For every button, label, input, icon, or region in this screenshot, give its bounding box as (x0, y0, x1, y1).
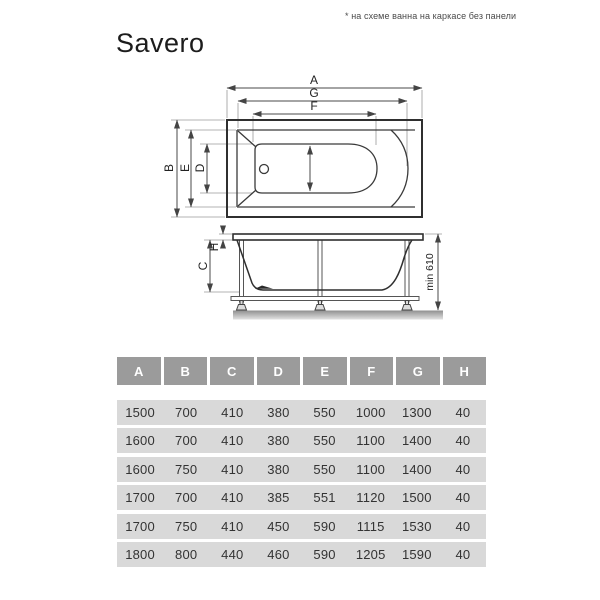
table-cell: 800 (175, 546, 198, 562)
table-cell: 1120 (356, 490, 386, 506)
dim-label-b: B (162, 163, 176, 173)
tub-profile (237, 240, 412, 290)
floor (233, 311, 443, 320)
table-cell: 551 (313, 490, 336, 506)
column-header-c: C (210, 357, 254, 385)
table-cell: 410 (221, 433, 244, 449)
table-cell: 1700 (125, 518, 155, 534)
table-cell: 1700 (125, 490, 155, 506)
table-cell: 590 (313, 518, 336, 534)
tub-outer-edge (227, 120, 422, 217)
column-header-a: A (117, 357, 161, 385)
table-cell: 1400 (401, 461, 432, 477)
drain-outlet (255, 286, 273, 289)
column-header-d: D (257, 357, 301, 385)
product-title: Savero (116, 28, 205, 58)
table-cell: 1590 (401, 546, 432, 562)
dim-label-g: G (309, 86, 319, 100)
table-cell: 1600 (125, 433, 155, 449)
table-cell: 1500 (125, 405, 155, 420)
table-cell: 590 (313, 546, 336, 562)
table-cell: 1500 (401, 490, 432, 506)
column-header-g: G (396, 357, 440, 385)
table-cell: 380 (267, 433, 290, 449)
table-cell: 40 (455, 405, 471, 420)
table-cell: 40 (455, 433, 471, 449)
table-cell: 750 (175, 518, 198, 534)
table-row (117, 485, 486, 510)
table-cell: 410 (221, 518, 244, 534)
table-cell: 550 (313, 433, 336, 449)
table-cell: 1300 (401, 405, 432, 420)
table-row (117, 457, 486, 482)
table-cell: 1115 (356, 518, 385, 534)
column-header-e: E (303, 357, 347, 385)
table-cell: 1800 (125, 546, 155, 562)
table-row (117, 542, 486, 567)
table-row (117, 514, 486, 539)
footnote: * на схеме ванна на каркасе без панели (345, 11, 517, 21)
table-cell: 460 (267, 546, 290, 562)
table-cell: 750 (175, 461, 198, 477)
drain-hole (260, 165, 269, 174)
table-cell: 450 (267, 518, 290, 534)
table-cell: 40 (455, 518, 471, 534)
table-header-row (117, 357, 486, 385)
table-cell: 40 (455, 461, 471, 477)
table-cell: 700 (175, 405, 198, 420)
table-cell: 40 (455, 546, 471, 562)
table-cell: 440 (221, 546, 244, 562)
table-cell: 380 (267, 405, 290, 420)
table-cell: 1400 (401, 433, 432, 449)
dim-label-a: A (309, 73, 319, 87)
table-cell: 700 (175, 433, 198, 449)
tub-rim (233, 234, 423, 240)
backrest-curve (391, 130, 408, 207)
table-cell: 380 (267, 461, 290, 477)
table-cell: 550 (313, 405, 336, 420)
column-header-f: F (350, 357, 394, 385)
table-cell: 1530 (401, 518, 432, 534)
dim-label-d: D (193, 163, 207, 173)
table-cell: 1205 (355, 546, 386, 562)
dim-label-e: E (178, 163, 192, 173)
table-row (117, 400, 486, 425)
frame-bottom-bar (231, 297, 419, 301)
column-header-h: H (443, 357, 487, 385)
dimensions-table (117, 357, 486, 567)
tub-basin (255, 144, 377, 193)
column-header-b: B (164, 357, 208, 385)
table-row (117, 428, 486, 453)
table-cell: 1600 (125, 461, 155, 477)
dim-label-f: F (310, 99, 318, 113)
dim-label-h: H (207, 242, 221, 252)
top-view (162, 73, 422, 217)
dim-label-c: C (196, 261, 210, 271)
table-cell: 550 (313, 461, 336, 477)
table-cell: 385 (267, 490, 290, 506)
table-cell: 410 (221, 490, 244, 506)
frame-feet (237, 301, 413, 311)
min-height-label: min 610 (424, 253, 436, 291)
side-view (196, 226, 443, 320)
table-cell: 1100 (356, 461, 386, 477)
table-cell: 1000 (355, 405, 386, 420)
table-cell: 700 (175, 490, 198, 506)
table-cell: 40 (455, 490, 471, 506)
table-cell: 1100 (356, 433, 386, 449)
table-cell: 410 (221, 405, 244, 420)
table-cell: 410 (221, 461, 244, 477)
